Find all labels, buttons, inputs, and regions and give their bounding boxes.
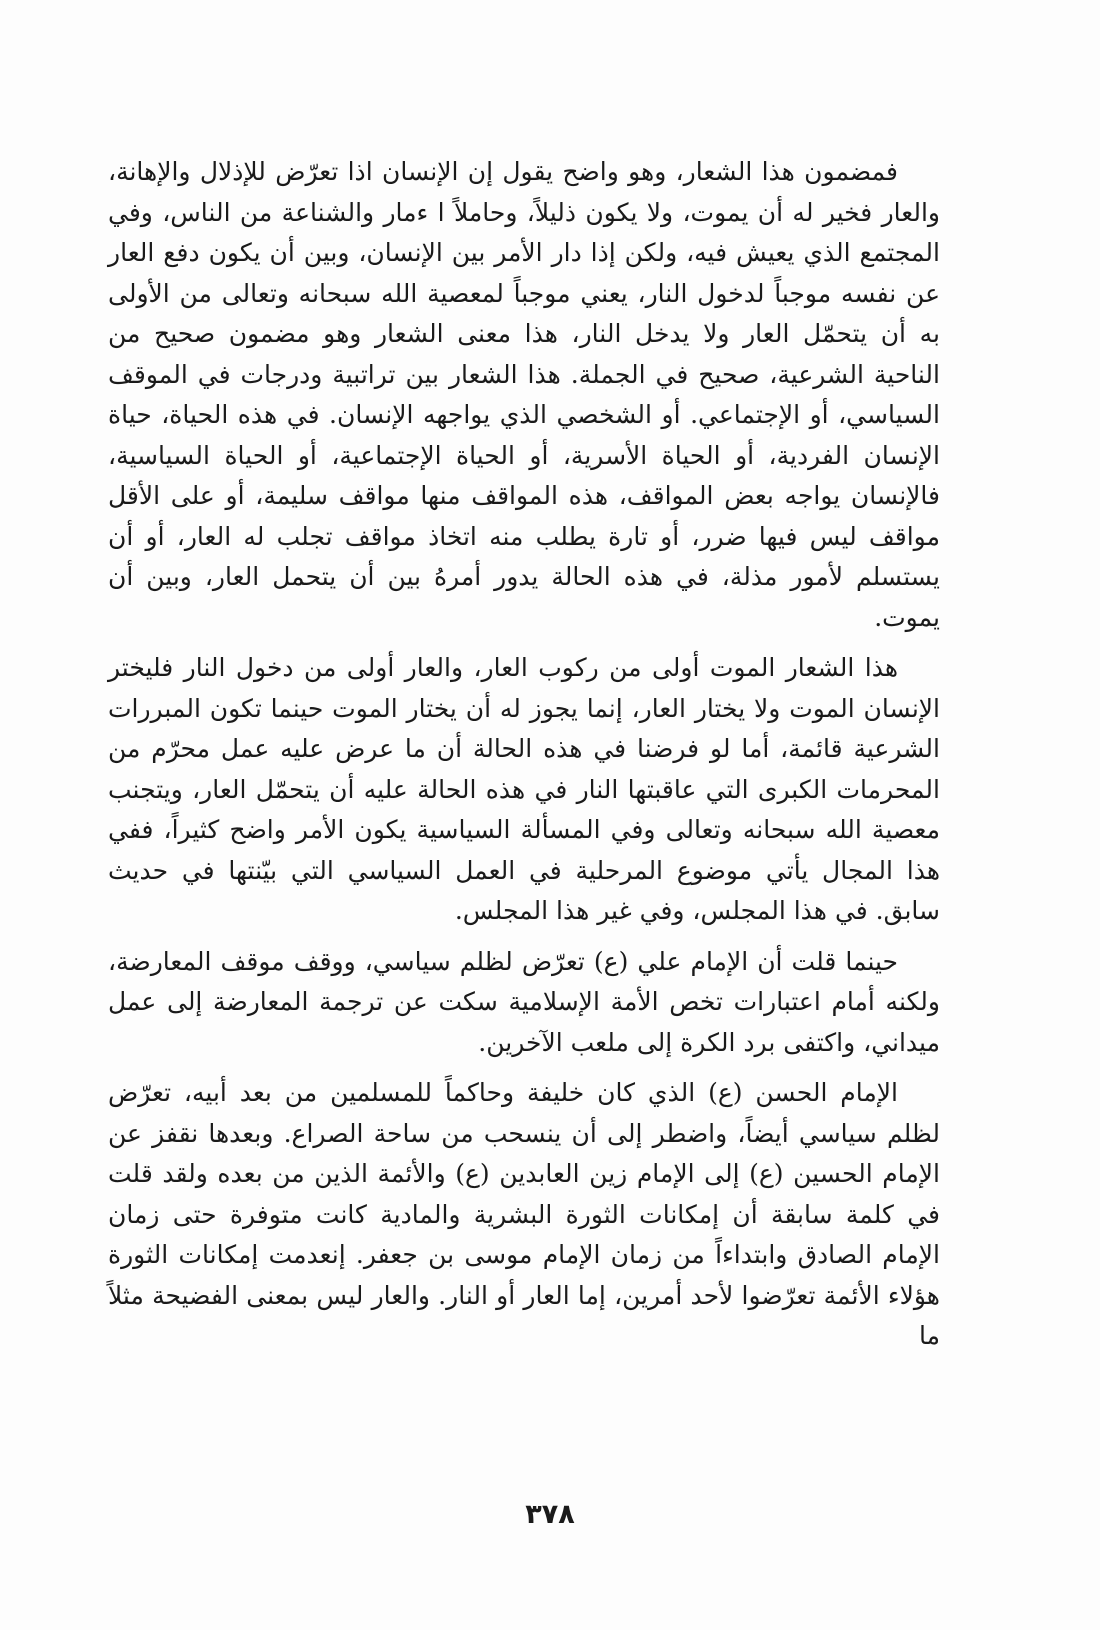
body-text <box>108 152 940 1357</box>
paragraph-3: حينما قلت أن الإمام علي (ع) تعرّض لظلم سياسي، ووقف موقف المعارضة، ولكنه أمام اعتبارات تخص الأمة الإسلامية سكت عن ترجمة المعارضة إلى عمل ميداني، واكتفى برد الكرة إلى ملعب الآخرين. <box>108 946 940 1057</box>
paragraph-4: الإمام الحسن (ع) الذي كان خليفة وحاكماً للمسلمين من بعد أبيه، تعرّض لظلم سياسي أيضاً، واضطر إلى أن ينسحب من ساحة الصراع. وبعدها نقفز عن الإمام الحسين (ع) إلى الإمام زين العابدين (ع) والأئمة الذين من بعده ولقد قلت في كلمة سابقة أن إمكانات الثورة البشرية والمادية كانت متوفرة حتى زمان الإمام الصادق وابتداءاً من زمان الإمام موسى بن جعفر. إنعدمت إمكانات الثورة هؤلاء الأئمة تعرّضوا لأحد أمرين، إما العار أو النار. والعار ليس بمعنى الفضيحة مثلاً ما <box>108 1078 941 1350</box>
page-number: ٣٧٨ <box>525 1499 575 1530</box>
paragraph-1: فمضمون هذا الشعار، وهو واضح يقول إن الإنسان اذا تعرّض للإذلال والإهانة، والعار فخير له أن يموت، ولا يكون ذليلاً، وحاملاً ا ءمار والشناعة من الناس، وفي المجتمع الذي يعيش فيه، ولكن إذا دار الأمر بين الإنسان، وبين أن يكون دفع العار عن نفسه موجباً لدخول النار، يعني موجباً لمعصية الله سبحانه وتعالى من الأولى به أن يتحمّل العار ولا يدخل النار، هذا معنى الشعار وهو مضمون صحيح من الناحية الشرعية، صحيح في الجملة. هذا الشعار بين تراتبية ودرجات في الموقف السياسي، أو الإجتماعي. أو الشخصي الذي يواجهه الإنسان. في هذه الحياة، حياة الإنسان الفردية، أو الحياة الأسرية، أو الحياة الإجتماعية، أو الحياة السياسية، فالإنسان يواجه بعض المواقف، هذه المواقف منها مواقف سليمة، أو على الأقل مواقف ليس فيها ضرر، أو تارة يطلب منه اتخاذ مواقف تجلب له العار، أو أن يستسلم لأمور مذلة، في هذه الحالة يدور أمرهُ بين أن يتحمل العار، وبين أن يموت. <box>108 157 940 632</box>
paragraph-2: هذا الشعار الموت أولى من ركوب العار، والعار أولى من دخول النار فليختر الإنسان الموت ولا يختار العار، إنما يجوز له أن يختار الموت حينما تكون المبررات الشرعية قائمة، أما لو فرضنا في هذه الحالة أن ما عرض عليه عمل محرّم من المحرمات الكبرى التي عاقبتها النار في هذه الحالة عليه أن يتحمّل العار، ويتجنب معصية الله سبحانه وتعالى وفي المسألة السياسية يكون الأمر واضح كثيراً، ففي هذا المجال يأتي موضوع المرحلية في العمل السياسي التي بيّنتها في حديث سابق. في هذا المجلس، وفي غير هذا المجلس. <box>108 653 940 925</box>
